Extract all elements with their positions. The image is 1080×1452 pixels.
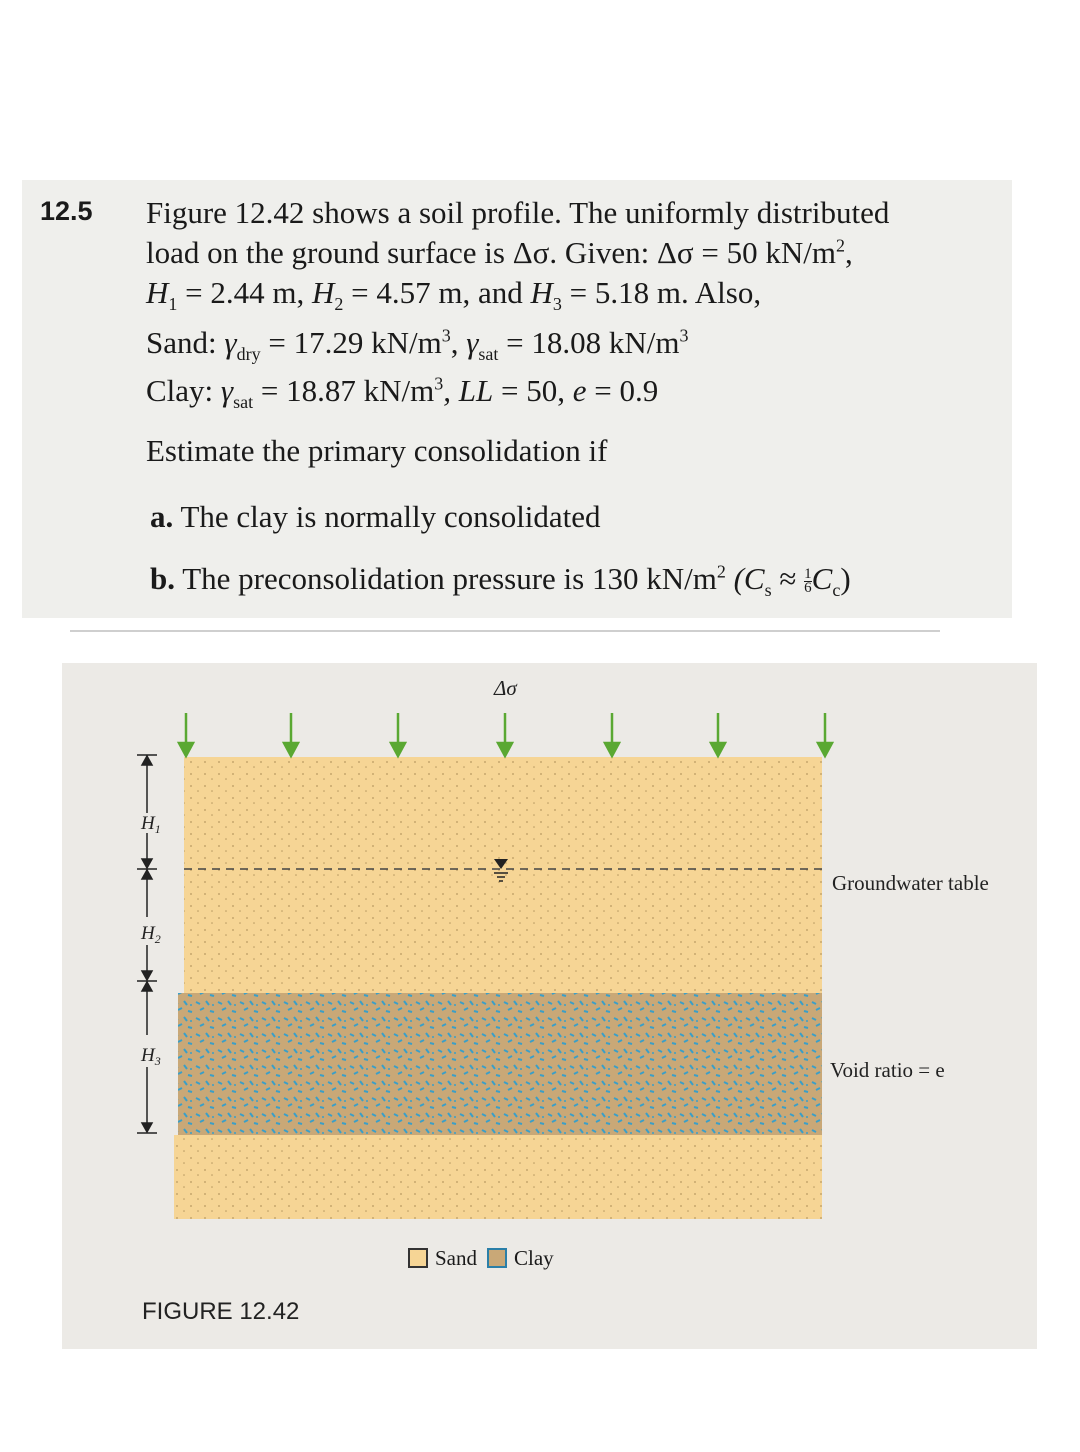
groundwater-table-label: Groundwater table (832, 871, 989, 895)
fraction-one-sixth: $\frac{1}{6}$ (804, 566, 812, 597)
sand-swatch-icon (408, 1248, 428, 1268)
clay-swatch-icon (487, 1248, 507, 1268)
legend-sand: Sand (408, 1246, 477, 1271)
legend (408, 1243, 554, 1273)
problem-line-2: load on the ground surface is Δσ. Given: Δσ = 50 $kN/m^2$, (146, 235, 853, 270)
problem-number: 12.5 (40, 196, 93, 226)
sand-layer-lower (174, 1135, 822, 1219)
soil-profile-figure (62, 663, 1037, 1349)
load-arrows (179, 713, 832, 756)
divider (70, 630, 940, 632)
delta-sigma-label: Δσ (494, 676, 517, 700)
h2-label: $H_2$ (141, 923, 161, 946)
problem-line-6: Estimate the primary consolidation if (146, 433, 608, 468)
problem-line-1: Figure 12.42 shows a soil profile. The uniformly distributed (146, 195, 890, 230)
legend-clay: Clay (487, 1246, 554, 1271)
sand-layer-upper (184, 757, 822, 993)
figure-caption: FIGURE 12.42 (142, 1298, 300, 1325)
problem-line-4: Sand: $\gamma_{dry} = 17.29$ $kN/m^3$, $\gamma_{sat} = 18.08$ $kN/m^3$ (146, 325, 689, 365)
problem-part-a: a. The clay is normally consolidated (150, 499, 601, 534)
h3-label: $H_3$ (141, 1045, 161, 1068)
problem-statement (22, 180, 1012, 618)
void-ratio-label: Void ratio = e (830, 1058, 945, 1082)
clay-layer (178, 993, 822, 1135)
problem-line-5: Clay: $\gamma_{sat} = 18.87$ $kN/m^3$, LL = 50, e = 0.9 (146, 373, 659, 413)
problem-line-3: $H_1 = 2.44$ m, $H_2 = 4.57$ m, and $H_3 = 5.18$ m. Also, (146, 275, 762, 315)
h1-label: $H_1$ (141, 813, 161, 836)
problem-part-b: b. The preconsolidation pressure is 130 $kN/m^2$ ($C_s$ ≈ $\frac{1}{6}$ $C_c$) (150, 561, 851, 601)
